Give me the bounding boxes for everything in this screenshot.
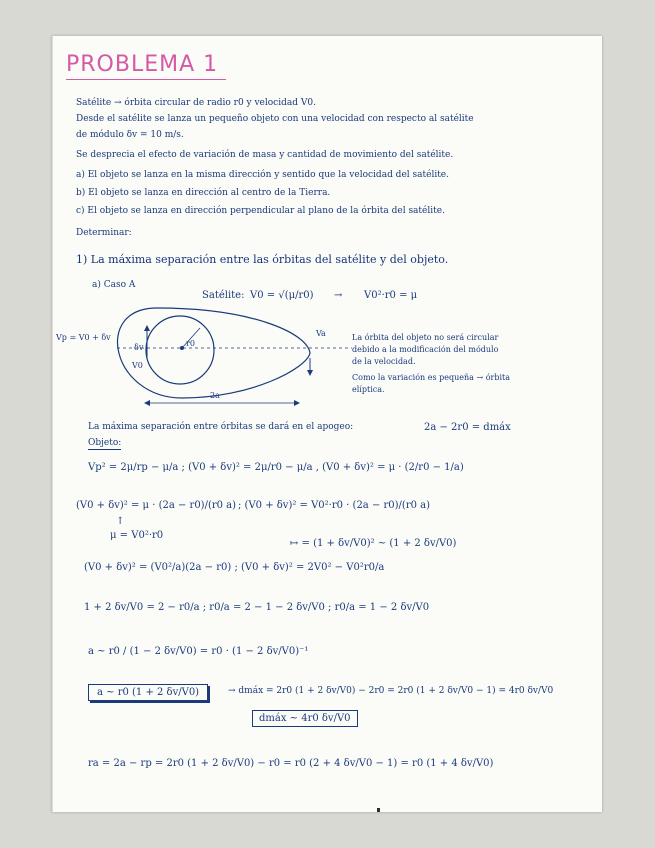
intro-line-8: Determinar: (76, 228, 132, 238)
equation-line-3-approx: ↦ = (1 + δv/V0)² ~ (1 + 2 δv/V0) (290, 538, 457, 549)
dv-arrow-head (144, 325, 150, 331)
result-a-box: a ~ r0 (1 + 2 δv/V0) (88, 684, 208, 701)
page-bottom-mark (377, 808, 380, 812)
dv-label: δv (134, 343, 144, 352)
r0-label: r0 (186, 339, 195, 348)
intro-line-6: b) El objeto se lanza en dirección al centro de la Tierra. (76, 188, 331, 198)
intro-line-2: Desde el satélite se lanza un pequeño objeto con una velocidad con respecto al satélite (76, 114, 474, 124)
note-line-3: de la velocidad. (352, 357, 416, 366)
notebook-page (52, 36, 602, 812)
satelite-velocity-eq: V0 = √(μ/r0) (250, 290, 314, 301)
question-1: 1) La máxima separación entre las órbitas del satélite y del objeto. (76, 253, 449, 266)
v0-label: V0 (132, 361, 143, 370)
2a-right-arrowhead (294, 400, 300, 406)
separation-equation: 2a − 2r0 = dmáx (424, 422, 511, 433)
intro-line-1: Satélite → órbita circular de radio r0 y velocidad V0. (76, 98, 316, 108)
2a-left-arrowhead (144, 400, 150, 406)
intro-line-7: c) El objeto se lanza en dirección perpendicular al plano de la órbita del satélite. (76, 206, 445, 216)
va-arrow-head (307, 370, 313, 376)
equation-line-3: (V0 + δv)² = (V0²/a)(2a − r0) ; (V0 + δv)² = 2V0² − V0²r0/a (84, 562, 385, 573)
satelite-arrow: → (334, 290, 343, 301)
equation-line-2b: ; (V0 + δv)² = V0²·r0 · (2a − r0)/(r0 a) (238, 500, 430, 511)
va-label: Va (316, 329, 326, 338)
separation-text: La máxima separación entre órbitas se dará en el apogeo: (88, 422, 354, 432)
result-dmax-box: dmáx ~ 4r0 δv/V0 (252, 710, 358, 727)
2a-label: 2a (210, 391, 220, 400)
note-line-4: Como la variación es pequeña → órbita (352, 373, 511, 382)
equation-line-8: ra = 2a − rp = 2r0 (1 + 2 δv/V0) − r0 = r0 (2 + 4 δv/V0 − 1) = r0 (1 + 4 δv/V0) (88, 758, 494, 769)
objeto-label: Objeto: (88, 438, 122, 448)
equation-line-1: Vp² = 2μ/rp − μ/a ; (V0 + δv)² = 2μ/r0 − μ/a , (V0 + δv)² = μ · (2/r0 − 1/a) (88, 462, 464, 473)
equation-line-2-mu: μ = V0²·r0 (110, 530, 164, 541)
orbit-diagram (52, 298, 352, 408)
vp-label: Vp = V0 + δv (56, 333, 111, 342)
equation-line-5: a ~ r0 / (1 − 2 δv/V0) = r0 · (1 − 2 δv/V0)⁻¹ (88, 646, 309, 657)
equation-line-4: 1 + 2 δv/V0 = 2 − r0/a ; r0/a = 2 − 1 − 2 δv/V0 ; r0/a = 1 − 2 δv/V0 (84, 602, 430, 613)
satelite-label: Satélite: (202, 290, 245, 301)
problem-title: PROBLEMA 1 (66, 52, 226, 80)
note-line-1: La órbita del objeto no será circular (352, 333, 499, 342)
satelite-mu-result: V0²·r0 = μ (364, 290, 418, 301)
intro-line-5: a) El objeto se lanza en la misma dirección y sentido que la velocidad del satélite. (76, 170, 449, 180)
page-margin-line (52, 36, 53, 812)
intro-line-3: de módulo δv = 10 m/s. (76, 130, 184, 140)
equation-line-6: → dmáx = 2r0 (1 + 2 δv/V0) − 2r0 = 2r0 (1 + 2 δv/V0 − 1) = 4r0 δv/V0 (228, 686, 554, 696)
note-line-5: elíptica. (352, 385, 385, 394)
caso-a-label: a) Caso A (92, 280, 136, 290)
circular-orbit (146, 316, 214, 384)
equation-line-2a: (V0 + δv)² = μ · (2a − r0)/(r0 a) (76, 500, 237, 511)
equation-line-2-arrow: ↑ (116, 516, 125, 527)
note-line-2: debido a la modificación del módulo (352, 345, 499, 354)
intro-line-4: Se desprecia el efecto de variación de masa y cantidad de movimiento del satélite. (76, 150, 454, 160)
